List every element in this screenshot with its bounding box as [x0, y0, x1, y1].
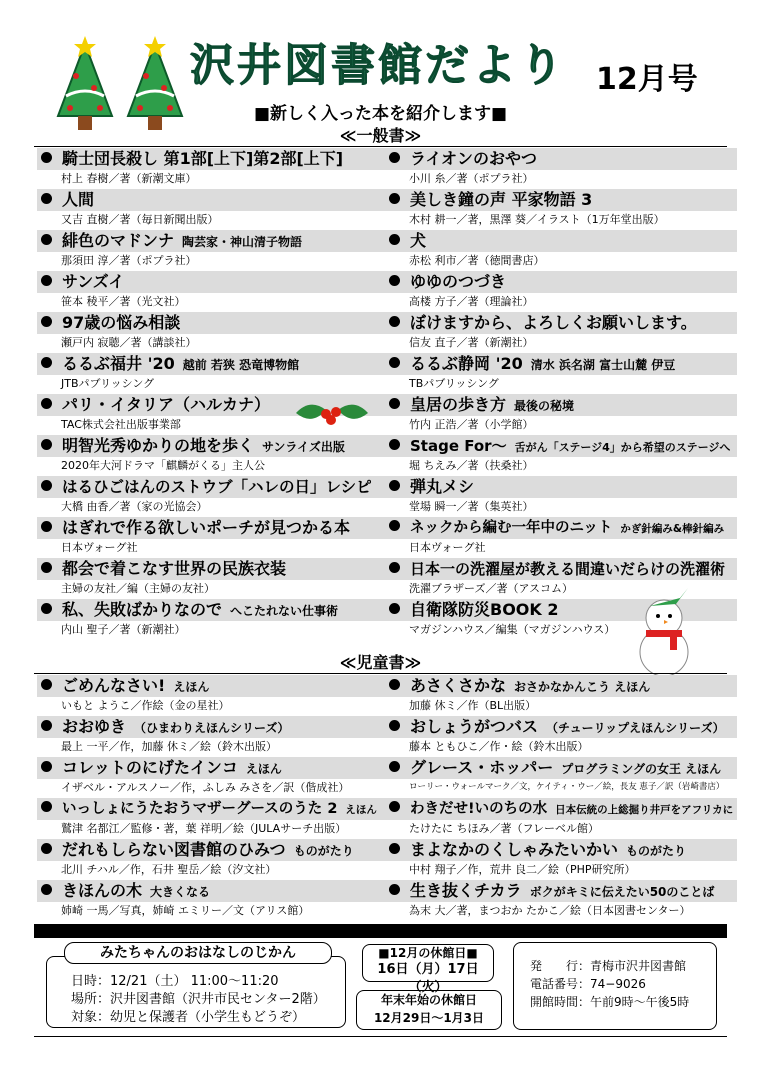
book-entry — [37, 148, 389, 189]
book-title-line — [389, 717, 725, 738]
book-author: 鷲津 名都江／監修・著，葉 祥明／絵（JULAサーチ出版） — [61, 822, 347, 835]
bullet-icon — [389, 439, 400, 450]
book-title-line — [389, 676, 650, 697]
children-books-left-column — [37, 675, 389, 921]
book-entry — [37, 839, 389, 880]
book-author: 信友 直子／著（新潮社） — [409, 336, 534, 349]
phone-number: 74−9026 — [590, 977, 646, 991]
closed-days-title: ■12月の休館日■ — [378, 946, 478, 960]
book-title: 人間 — [62, 190, 95, 209]
bullet-icon — [389, 316, 400, 327]
book-title-line — [389, 436, 730, 458]
publisher-box: 発 行：青梅市沢井図書館 電話番号：74−9026 開館時間：午前9時〜午後5時 — [513, 942, 717, 1030]
bullet-icon — [389, 357, 400, 368]
book-title: 犬 — [410, 231, 427, 250]
book-subtitle: えほん — [245, 762, 282, 776]
book-title-line — [41, 799, 377, 820]
book-title-line — [389, 354, 675, 375]
book-title: Stage For〜 — [410, 437, 507, 455]
book-title: コレットのにげたインコ — [62, 758, 238, 777]
book-entry — [385, 757, 737, 798]
book-entry — [385, 675, 737, 716]
book-author: 高楼 方子／著（理論社） — [409, 295, 534, 308]
book-title-line — [41, 313, 188, 334]
book-title-line — [389, 477, 482, 498]
book-author: 日本ヴォーグ社 — [61, 541, 138, 554]
book-title-line — [389, 395, 574, 416]
book-title-line — [41, 436, 345, 457]
book-title-line — [389, 799, 733, 820]
closed-days-box — [362, 944, 494, 995]
book-entry — [37, 716, 389, 757]
book-author: 瀬戸内 寂聴／著（講談社） — [61, 336, 197, 349]
book-entry — [385, 880, 737, 921]
book-entry — [37, 757, 389, 798]
book-title: おしょうがつバス — [410, 717, 539, 736]
book-author: いもと ようこ／作絵（金の星社） — [61, 699, 230, 712]
book-author: 最上 一平／作，加藤 休ミ／絵（鈴木出版） — [61, 740, 277, 753]
book-entry — [385, 517, 737, 558]
book-subtitle: ボクがキミに伝えたい50のことば — [529, 885, 715, 899]
children-books-heading: ≪児童書≫ — [339, 653, 422, 672]
hours-label: 開館時間 — [530, 995, 579, 1009]
book-entry — [37, 230, 389, 271]
book-author: 内山 聖子／著（新潮社） — [61, 623, 186, 636]
book-title: サンズイ — [62, 272, 125, 291]
book-title: はるひごはんのストウブ「ハレの日」レシピ — [62, 478, 372, 496]
book-title: 明智光秀ゆかりの地を歩く — [62, 436, 255, 455]
book-title-line — [389, 190, 600, 211]
book-author: 藤本 ともひこ／作・絵（鈴木出版） — [409, 740, 589, 753]
footer-divider — [34, 924, 727, 938]
book-title-line — [41, 840, 354, 861]
bullet-icon — [389, 193, 400, 204]
book-title: 美しき鐘の声 平家物語 3 — [410, 190, 593, 209]
bullet-icon — [41, 720, 52, 731]
book-title: ネックから編む一年中のニット — [410, 520, 613, 536]
book-author: 赤松 利市／著（徳間書店） — [409, 254, 545, 267]
book-author: 村上 春樹／著（新潮文庫） — [61, 172, 197, 185]
book-subtitle: ものがたり — [293, 844, 354, 858]
book-subtitle: 陶芸家・神山清子物語 — [182, 235, 303, 249]
book-author: 為末 大／著，まつおか たかこ／絵（日本図書センター） — [409, 904, 691, 917]
book-title: 緋色のマドンナ — [62, 231, 175, 250]
title-band — [385, 230, 737, 252]
book-author: JTBパブリッシング — [61, 377, 155, 390]
book-entry — [37, 798, 389, 839]
book-title-line — [389, 559, 733, 581]
book-subtitle: 日本伝統の上総掘り井戸をアフリカに — [555, 804, 734, 816]
book-author: 竹内 正浩／著（小学館） — [409, 418, 534, 431]
book-title: 生き抜くチカラ — [410, 881, 522, 900]
bullet-icon — [389, 884, 400, 895]
book-author: 姉崎 一馬／写真，姉崎 エミリー／文（アリス館） — [61, 904, 310, 917]
book-subtitle: 舌がん「ステージ4」から希望のステージへ — [514, 441, 731, 454]
book-title-line — [41, 758, 282, 779]
book-title-line — [41, 149, 351, 170]
book-title: あさくさかな — [410, 676, 507, 695]
book-author: 小川 糸／著（ポプラ社） — [409, 172, 534, 185]
issuer-label: 発 行 — [530, 959, 579, 973]
bullet-icon — [41, 761, 52, 772]
book-entry — [37, 880, 389, 921]
book-subtitle: （ひまわりえほんシリーズ） — [134, 721, 290, 735]
story-time-box — [46, 956, 346, 1028]
book-entry — [385, 189, 737, 230]
book-entry — [37, 353, 389, 394]
book-entry — [37, 189, 389, 230]
book-entry — [37, 517, 389, 558]
book-author: ローリー・ウォールマーク／文，ケイティ・ウー／絵，長友 恵子／訳（岩崎書店） — [409, 782, 725, 792]
holly-icon — [292, 396, 372, 430]
general-books-heading: ≪一般書≫ — [339, 126, 422, 145]
book-title-line — [389, 272, 514, 293]
book-subtitle: えほん — [173, 680, 210, 694]
bullet-icon — [41, 152, 52, 163]
book-title: 自衛隊防災BOOK 2 — [410, 600, 559, 619]
opening-hours: 午前9時〜午後5時 — [590, 995, 690, 1009]
book-entry — [385, 476, 737, 517]
children-books-right-column — [385, 675, 737, 921]
book-title-line — [389, 881, 714, 902]
book-author: TAC株式会社出版事業部 — [61, 418, 181, 431]
bullet-icon — [41, 357, 52, 368]
intro-heading: ■新しく入った本を紹介します■ — [253, 104, 508, 124]
book-title-line — [41, 518, 358, 539]
book-title-line — [41, 881, 210, 902]
book-title-line — [389, 231, 434, 252]
bullet-icon — [389, 234, 400, 245]
closed-days: 16日（月）17日（火） — [377, 962, 479, 995]
book-entry — [37, 435, 389, 476]
bullet-icon — [389, 679, 400, 690]
bullet-icon — [41, 801, 52, 812]
bullet-icon — [389, 562, 400, 573]
book-title-line — [41, 354, 299, 375]
story-time-panel — [34, 938, 354, 1030]
book-subtitle: ものがたり — [626, 844, 687, 858]
book-author: TBパブリッシング — [409, 377, 499, 390]
book-entry — [37, 271, 389, 312]
book-title: わきだせ!いのちの水 — [410, 801, 548, 817]
general-books-left-column — [37, 148, 389, 640]
book-subtitle: 最後の秘境 — [514, 399, 575, 413]
book-subtitle: （チューリップえほんシリーズ） — [546, 721, 725, 735]
book-title-line — [41, 559, 294, 580]
bullet-icon — [41, 398, 52, 409]
book-title-line — [41, 190, 102, 211]
bullet-icon — [41, 193, 52, 204]
bullet-icon — [41, 316, 52, 327]
book-title: 97歳の悩み相談 — [62, 313, 181, 332]
book-title: ぼけますから、よろしくお願いします。 — [410, 313, 697, 332]
book-subtitle: おさかなかんこう えほん — [514, 680, 651, 694]
bullet-icon — [41, 439, 52, 450]
book-title: 日本一の洗濯屋が教える間違いだらけの洗濯術 — [410, 560, 726, 578]
book-title-line — [389, 758, 721, 779]
phone-label: 電話番号 — [530, 977, 579, 991]
book-title: ゆゆのつづき — [410, 272, 507, 291]
book-author: マガジンハウス／編集（マガジンハウス） — [409, 623, 616, 636]
book-author: 中村 翔子／作，荒井 良二／絵（PHP研究所） — [409, 863, 636, 876]
book-subtitle: 清水 浜名湖 富士山麓 伊豆 — [530, 358, 676, 372]
book-entry — [385, 230, 737, 271]
year-end-days: 12月29日〜1月3日 — [373, 1011, 485, 1025]
book-title-line — [41, 231, 302, 252]
book-title: いっしょにうたおうマザーグースのうた 2 — [62, 801, 338, 817]
bullet-icon — [41, 884, 52, 895]
book-title: ごめんなさい! — [62, 676, 166, 695]
book-entry — [385, 716, 737, 757]
book-title-line — [41, 676, 209, 697]
book-entry — [37, 675, 389, 716]
book-title: るるぶ静岡 '20 — [410, 354, 523, 373]
book-author: たけたに ちほみ／著（フレーベル館） — [409, 822, 600, 835]
bullet-icon — [389, 152, 400, 163]
book-author: 2020年大河ドラマ「麒麟がくる」主人公 — [61, 459, 265, 472]
book-title: ライオンのおやつ — [410, 149, 538, 168]
book-title: 皇居の歩き方 — [410, 395, 507, 414]
issuer: 青梅市沢井図書館 — [590, 959, 687, 973]
book-author: 北川 チハル／作，石井 聖岳／絵（汐文社） — [61, 863, 277, 876]
book-author: 那須田 淳／著（ポプラ社） — [61, 254, 197, 267]
book-title-line — [41, 600, 338, 621]
book-subtitle: へこたれない仕事術 — [230, 604, 339, 618]
book-subtitle: サンライズ出版 — [262, 440, 345, 454]
bullet-icon — [41, 562, 52, 573]
book-title: おおゆき — [62, 717, 127, 736]
book-author: 大橋 由香／著（家の光協会） — [61, 500, 208, 513]
book-title-line — [41, 272, 132, 293]
bullet-icon — [389, 520, 400, 531]
book-title-line — [389, 840, 686, 861]
book-author: 主婦の友社／編（主婦の友社） — [61, 582, 215, 595]
book-entry — [37, 312, 389, 353]
page-title: 沢井図書館だより — [190, 40, 566, 91]
book-subtitle: かぎ針編み&棒針編み — [620, 523, 725, 535]
book-title: パリ・イタリア（ハルカナ） — [62, 395, 271, 414]
book-author: 加藤 休ミ／作（BL出版） — [409, 699, 537, 712]
book-entry — [385, 435, 737, 476]
book-subtitle: 大きくなる — [150, 885, 211, 899]
bullet-icon — [41, 234, 52, 245]
book-entry — [385, 312, 737, 353]
book-title: 私、失敗ばかりなので — [62, 600, 223, 619]
book-title-line — [41, 477, 380, 498]
bullet-icon — [389, 801, 400, 812]
book-title-line — [389, 600, 567, 621]
book-title: 騎士団長殺し 第1部[上下]第2部[上下] — [62, 149, 344, 168]
book-entry — [37, 599, 389, 640]
bullet-icon — [41, 603, 52, 614]
book-entry — [385, 353, 737, 394]
book-title-line — [41, 717, 289, 738]
bullet-icon — [41, 843, 52, 854]
book-title: グレース・ホッパー — [410, 758, 554, 777]
year-end-title: 年末年始の休館日 — [380, 993, 477, 1007]
book-entry — [385, 271, 737, 312]
divider — [34, 673, 727, 674]
book-entry — [385, 798, 737, 839]
story-date: 日時：12/21（土） 11:00〜11:20 — [71, 974, 279, 989]
book-subtitle: 越前 若狭 恐竜博物館 — [182, 358, 300, 372]
issue-month: 12月号 — [596, 62, 698, 97]
bullet-icon — [389, 761, 400, 772]
book-entry — [37, 476, 389, 517]
book-entry — [37, 558, 389, 599]
bullet-icon — [41, 480, 52, 491]
story-title: みたちゃんのおはなしのじかん — [64, 942, 332, 964]
book-author: 洗濯ブラザーズ／著（アスコム） — [409, 582, 574, 595]
book-title: 弾丸メシ — [410, 477, 475, 496]
bullet-icon — [389, 275, 400, 286]
book-title-line — [389, 149, 545, 170]
bullet-icon — [389, 398, 400, 409]
bullet-icon — [389, 720, 400, 731]
general-books-right-column — [385, 148, 737, 640]
book-title: きほんの木 — [62, 881, 143, 900]
book-title: だれもしらない図書館のひみつ — [62, 840, 286, 859]
book-entry — [385, 394, 737, 435]
bullet-icon — [389, 480, 400, 491]
book-author: イザベル・アルスノー／作，ふしみ みさを／訳（偕成社） — [61, 781, 350, 794]
book-title: 都会で着こなす世界の民族衣装 — [62, 559, 287, 578]
story-place: 場所：沢井図書館（沢井市民センター2階） — [71, 992, 326, 1007]
bottom-rule — [34, 1036, 727, 1037]
story-target: 対象：幼児と保護者（小学生もどうぞ） — [71, 1010, 306, 1025]
book-title: るるぶ福井 '20 — [62, 354, 175, 373]
book-subtitle: えほん — [345, 804, 377, 816]
bullet-icon — [389, 603, 400, 614]
book-title: はぎれで作る欲しいポーチが見つかる本 — [62, 518, 351, 537]
book-author: 又吉 直樹／著（毎日新聞出版） — [61, 213, 219, 226]
year-end-box — [356, 990, 502, 1030]
book-title-line — [389, 313, 705, 334]
book-author: 日本ヴォーグ社 — [409, 541, 486, 554]
bullet-icon — [389, 843, 400, 854]
book-author: 堀 ちえみ／著（扶桑社） — [409, 459, 534, 472]
book-title-line — [41, 395, 278, 416]
bullet-icon — [41, 679, 52, 690]
book-entry — [385, 148, 737, 189]
book-title-line — [389, 518, 724, 539]
book-author: 笹本 稜平／著（光文社） — [61, 295, 186, 308]
bullet-icon — [41, 275, 52, 286]
book-author: 木村 耕一／著，黒澤 葵／イラスト（1万年堂出版） — [409, 213, 665, 226]
book-entry — [385, 839, 737, 880]
book-author: 堂場 瞬一／著（集英社） — [409, 500, 534, 513]
book-title: まよなかのくしゃみたいかい — [410, 840, 619, 859]
book-subtitle: プログラミングの女王 えほん — [561, 762, 722, 776]
divider — [34, 146, 727, 147]
bullet-icon — [41, 521, 52, 532]
